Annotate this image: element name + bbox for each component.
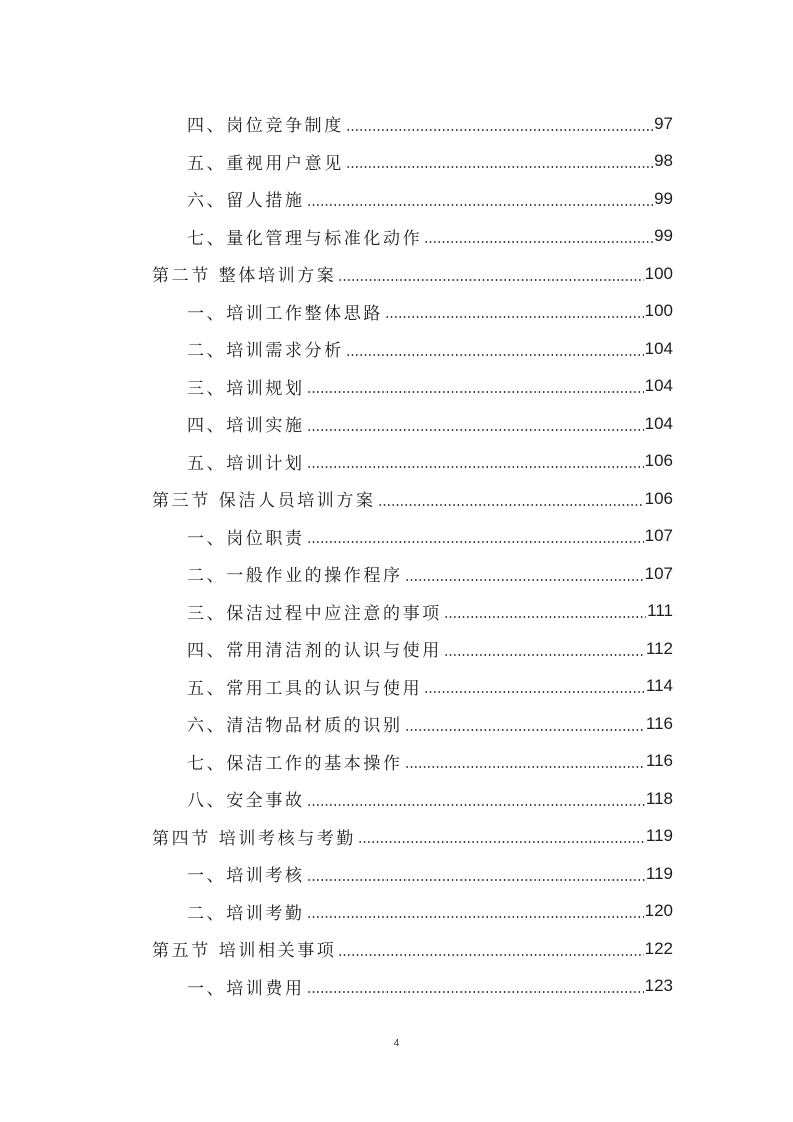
- dot-leader: [346, 166, 653, 168]
- dot-leader: [307, 916, 644, 918]
- toc-entry-page: 123: [644, 976, 673, 996]
- toc-entry-title: 六、清洁物品材质的识别: [187, 716, 403, 737]
- toc-entry-title: 四、培训实施: [187, 416, 305, 437]
- dot-leader: [405, 579, 644, 581]
- toc-entry[interactable]: [0, 105, 793, 143]
- dot-leader: [405, 729, 645, 731]
- toc-entry-page: 116: [645, 713, 673, 733]
- dot-leader: [424, 241, 653, 243]
- toc-entry-page: 119: [645, 826, 673, 846]
- toc-entry-title: 七、量化管理与标准化动作: [187, 228, 423, 249]
- dot-leader: [338, 954, 643, 956]
- toc-entry-title: 一、培训工作整体思路: [187, 303, 383, 324]
- toc-entry-title: 第四节 培训考核与考勤: [152, 828, 357, 849]
- toc-entry[interactable]: [0, 443, 793, 481]
- toc-entry-page: 104: [644, 338, 673, 358]
- toc-entry-title: 八、安全事故: [187, 791, 305, 812]
- toc-entry-title: 一、培训费用: [187, 978, 305, 999]
- toc-entry-title: 五、常用工具的认识与使用: [187, 678, 423, 699]
- dot-leader: [424, 691, 645, 693]
- toc-entry[interactable]: [0, 705, 793, 743]
- toc-entry[interactable]: [0, 143, 793, 181]
- dot-leader: [307, 804, 645, 806]
- toc-entry[interactable]: [0, 405, 793, 443]
- dot-leader: [378, 504, 644, 506]
- dot-leader: [307, 541, 644, 543]
- toc-entry-page: 100: [644, 263, 673, 283]
- toc-entry[interactable]: [0, 180, 793, 218]
- toc-entry-page: 114: [645, 676, 673, 696]
- toc-section-entry[interactable]: [0, 930, 793, 968]
- toc-entry-page: 118: [645, 788, 673, 808]
- dot-leader: [444, 616, 646, 618]
- toc-entry-title: 一、岗位职责: [187, 528, 305, 549]
- toc-entry-title: 五、重视用户意见: [187, 153, 344, 174]
- toc-section-entry[interactable]: [0, 818, 793, 856]
- dot-leader: [346, 129, 653, 131]
- toc-entry-page: 112: [645, 638, 673, 658]
- toc-entry-page: 106: [644, 488, 673, 508]
- toc-entry-title: 五、培训计划: [187, 453, 305, 474]
- toc-entry[interactable]: [0, 218, 793, 256]
- toc-entry[interactable]: [0, 780, 793, 818]
- toc-entry-title: 二、培训考勤: [187, 903, 305, 924]
- toc-entry-title: 一、培训考核: [187, 866, 305, 887]
- toc-entry[interactable]: [0, 893, 793, 931]
- toc-entry-page: 107: [644, 563, 673, 583]
- toc-entry-title: 第五节 培训相关事项: [152, 941, 337, 962]
- toc-entry-page: 122: [644, 938, 673, 958]
- toc-entry-title: 七、保洁工作的基本操作: [187, 753, 403, 774]
- toc-entry[interactable]: [0, 968, 793, 1006]
- toc-entry-page: 104: [644, 376, 673, 396]
- toc-entry-page: 107: [644, 526, 673, 546]
- toc-entry[interactable]: [0, 593, 793, 631]
- dot-leader: [405, 766, 645, 768]
- toc-entry-page: 119: [645, 863, 673, 883]
- dot-leader: [385, 316, 644, 318]
- toc-entry-page: 120: [644, 901, 673, 921]
- dot-leader: [444, 654, 645, 656]
- toc-entry-page: 99: [654, 188, 673, 208]
- dot-leader: [307, 991, 644, 993]
- toc-entry-title: 三、培训规划: [187, 378, 305, 399]
- toc-entry-title: 三、保洁过程中应注意的事项: [187, 603, 442, 624]
- toc-section-entry[interactable]: [0, 480, 793, 518]
- toc-entry[interactable]: [0, 630, 793, 668]
- toc-entry-title: 二、培训需求分析: [187, 341, 344, 362]
- toc-entry-title: 四、常用清洁剂的认识与使用: [187, 641, 442, 662]
- dot-leader: [338, 279, 643, 281]
- toc-entry-page: 100: [644, 301, 673, 321]
- dot-leader: [307, 429, 644, 431]
- dot-leader: [307, 466, 644, 468]
- dot-leader: [307, 391, 644, 393]
- toc-entry-page: 111: [647, 601, 673, 621]
- dot-leader: [358, 841, 645, 843]
- toc-entry-page: 104: [644, 413, 673, 433]
- toc-entry-title: 六、留人措施: [187, 191, 305, 212]
- toc-entry[interactable]: [0, 330, 793, 368]
- toc-entry[interactable]: [0, 368, 793, 406]
- toc-entry-page: 106: [644, 451, 673, 471]
- toc-entry-title: 二、一般作业的操作程序: [187, 566, 403, 587]
- toc-entry[interactable]: [0, 668, 793, 706]
- page-number: 4: [393, 1038, 400, 1049]
- dot-leader: [307, 204, 653, 206]
- toc-entry[interactable]: [0, 555, 793, 593]
- toc-entry-title: 四、岗位竞争制度: [187, 116, 344, 137]
- toc-entry[interactable]: [0, 743, 793, 781]
- toc-entry-title: 第三节 保洁人员培训方案: [152, 491, 376, 512]
- toc-entry[interactable]: [0, 855, 793, 893]
- toc-entry[interactable]: [0, 518, 793, 556]
- toc-entry[interactable]: [0, 293, 793, 331]
- toc-entry-page: 116: [645, 751, 673, 771]
- toc-entry-page: 97: [654, 113, 673, 133]
- toc-entry-title: 第二节 整体培训方案: [152, 266, 337, 287]
- table-of-contents: [0, 105, 793, 1005]
- toc-entry-page: 99: [654, 226, 673, 246]
- dot-leader: [346, 354, 644, 356]
- toc-section-entry[interactable]: [0, 255, 793, 293]
- dot-leader: [307, 879, 645, 881]
- toc-entry-page: 98: [654, 151, 673, 171]
